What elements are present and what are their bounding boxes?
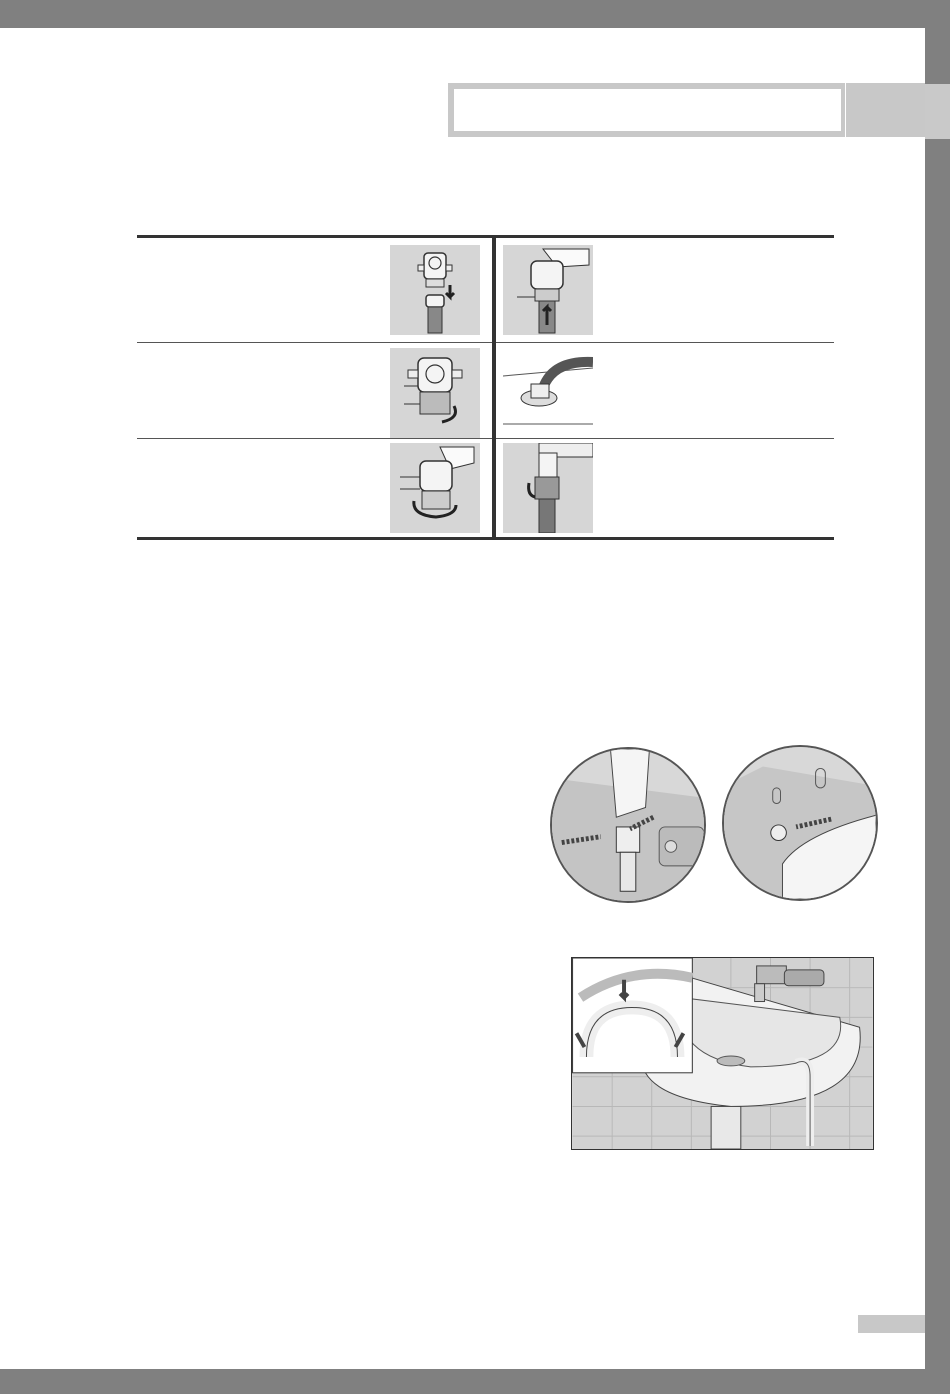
top-frame-bar	[0, 0, 950, 28]
table-column-divider	[492, 235, 496, 540]
connector-push-up-icon	[503, 245, 593, 335]
table-bottom-rule	[137, 537, 834, 540]
drain-hose-sink-illustration	[571, 957, 874, 1150]
section-tab	[846, 83, 925, 137]
hose-hand-tighten-illustration	[722, 745, 878, 901]
tap-adapter-attach-icon	[390, 245, 480, 335]
right-frame-bar	[925, 28, 950, 1369]
adapter-screws-loosen-icon	[390, 348, 480, 438]
row-divider-left-1	[137, 342, 492, 343]
hose-inlet-connect-illustration	[550, 747, 706, 903]
header-title-area	[454, 89, 841, 131]
installation-steps-table	[137, 235, 834, 540]
page-number-tab	[858, 1315, 925, 1333]
table-top-rule	[137, 235, 834, 238]
row-divider-right-1	[496, 342, 834, 343]
right-frame-notch	[925, 84, 950, 139]
row-divider-right-2	[496, 438, 834, 439]
bottom-frame-bar	[0, 1369, 950, 1394]
row-divider-left-2	[137, 438, 492, 439]
tap-hose-connected-icon	[503, 443, 593, 533]
adapter-twist-tighten-icon	[390, 443, 480, 533]
hose-connect-icon	[503, 348, 593, 438]
